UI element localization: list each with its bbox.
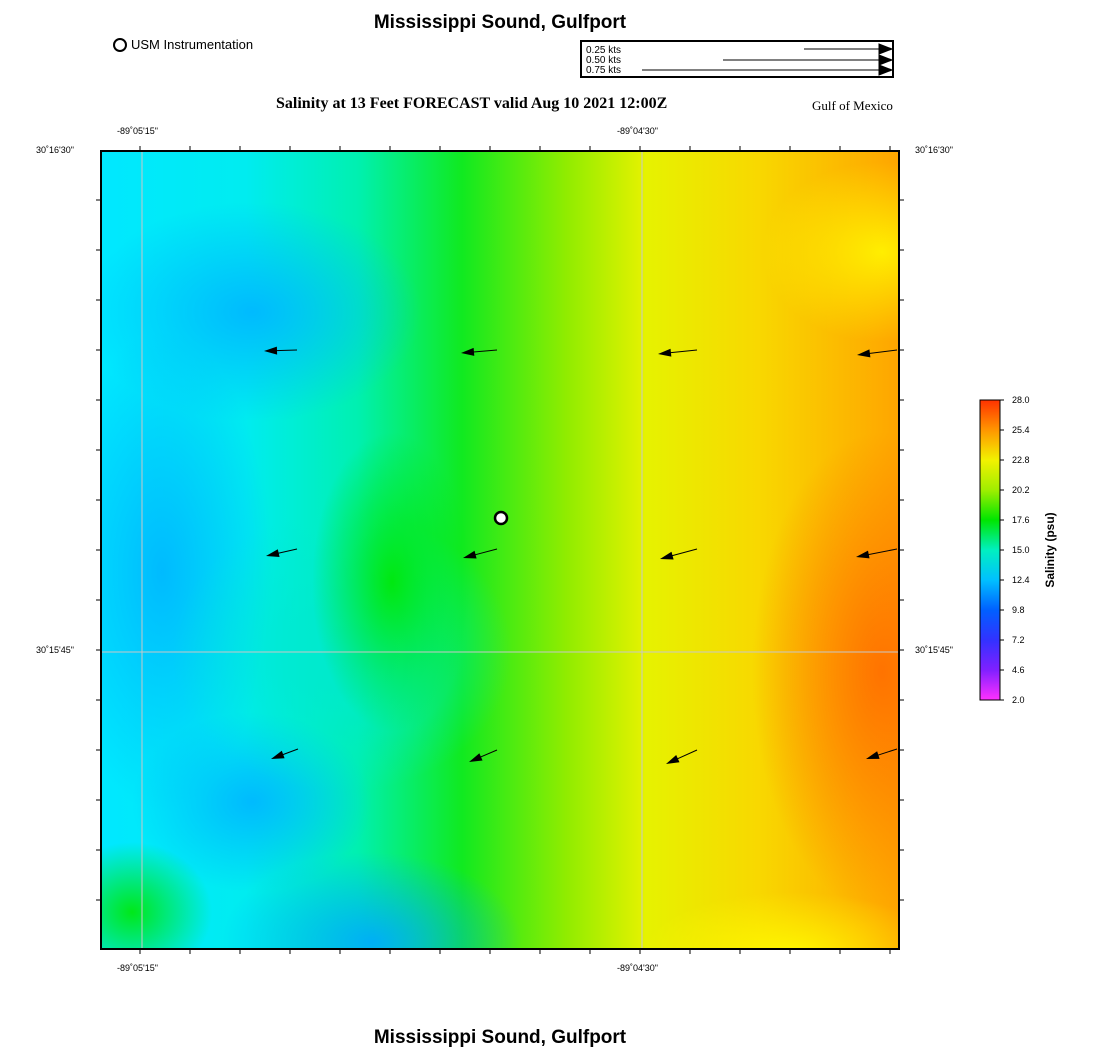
colorbar-tick-label: 17.6 xyxy=(1012,515,1030,525)
lon-label-bottom-right: -89˚04'30" xyxy=(617,963,658,973)
current-arrow xyxy=(463,549,497,559)
colorbar-tick-label: 28.0 xyxy=(1012,395,1030,405)
vector-label-075: 0.75 kts xyxy=(586,65,622,76)
current-arrow xyxy=(666,750,697,764)
colorbar-tick-label: 4.6 xyxy=(1012,665,1025,675)
lon-label-top-right: -89˚04'30" xyxy=(617,126,658,136)
axis-ticks xyxy=(96,146,904,954)
colorbar-title: Salinity (psu) xyxy=(1043,512,1057,588)
lat-label-right-mid: 30˚15'45" xyxy=(915,645,953,655)
usm-station-marker[interactable] xyxy=(495,512,507,524)
colorbar-tick-label: 7.2 xyxy=(1012,635,1025,645)
footer-title: Mississippi Sound, Gulfport xyxy=(373,1027,627,1048)
colorbar-tick-label: 12.4 xyxy=(1012,575,1030,585)
region-label: Gulf of Mexico xyxy=(812,98,893,113)
lat-label-right-top: 30˚16'30" xyxy=(915,145,953,155)
lon-label-top-left: -89˚05'15" xyxy=(117,126,158,136)
current-vectors xyxy=(264,347,897,764)
current-arrow xyxy=(856,549,897,558)
current-arrow xyxy=(658,349,697,357)
colorbar-tick-label: 2.0 xyxy=(1012,695,1025,705)
current-arrow xyxy=(866,749,897,759)
forecast-subtitle: Salinity at 13 Feet FORECAST valid Aug 10 2021 12:00Z xyxy=(276,95,668,112)
vector-label-025: 0.25 kts xyxy=(586,45,622,56)
lon-label-bottom-left: -89˚05'15" xyxy=(117,963,158,973)
current-arrow xyxy=(266,549,297,557)
current-arrow xyxy=(469,750,497,762)
colorbar-tick-label: 20.2 xyxy=(1012,485,1030,495)
current-arrow xyxy=(660,549,697,559)
colorbar-tick-label: 15.0 xyxy=(1012,545,1030,555)
colorbar-tick-label: 22.8 xyxy=(1012,455,1030,465)
current-arrow xyxy=(264,347,297,355)
current-arrow xyxy=(271,749,298,759)
lat-label-left-mid: 30˚15'45" xyxy=(36,645,74,655)
lat-label-left-top: 30˚16'30" xyxy=(36,145,74,155)
vector-label-050: 0.50 kts xyxy=(586,55,622,66)
current-arrow xyxy=(857,349,897,357)
map-title: Mississippi Sound, Gulfport xyxy=(373,12,627,33)
station-legend-label: USM Instrumentation xyxy=(131,37,254,52)
colorbar-tick-label: 9.8 xyxy=(1012,605,1025,615)
current-arrow xyxy=(461,348,497,356)
colorbar-tick-label: 25.4 xyxy=(1012,425,1030,435)
